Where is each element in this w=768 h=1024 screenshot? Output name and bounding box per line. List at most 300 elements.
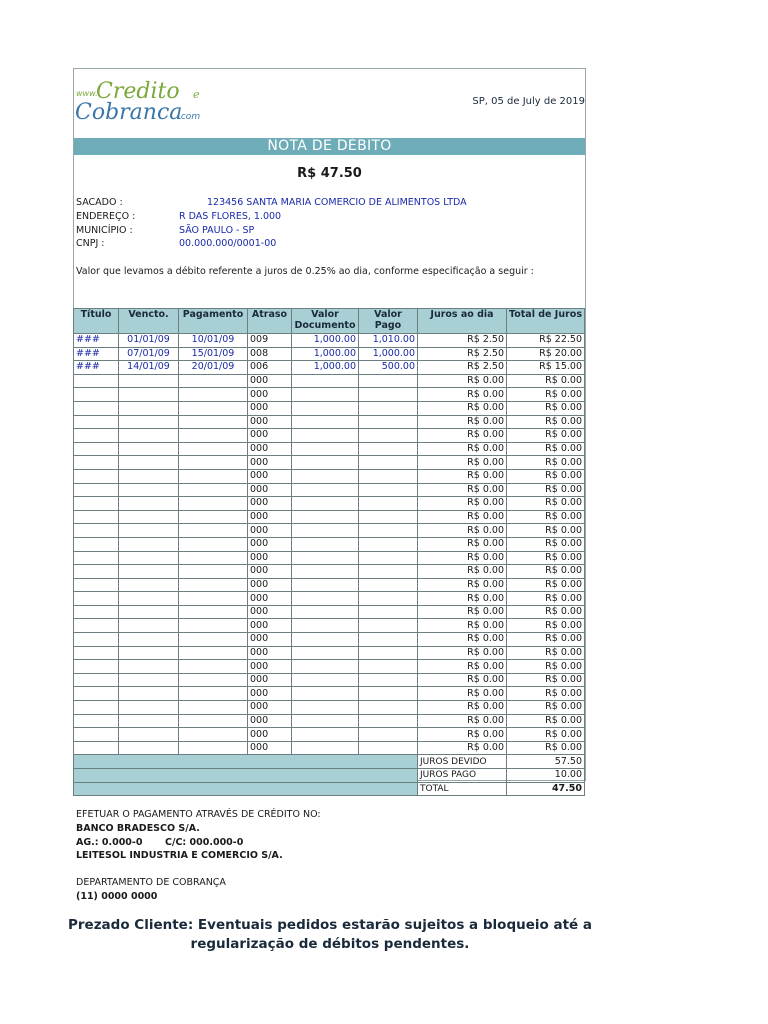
- table-row: [74, 510, 585, 524]
- cell-valor-documento: [292, 578, 359, 592]
- debit-amount: R$ 47.50: [297, 166, 362, 181]
- sacado-label: SACADO :: [76, 197, 123, 208]
- cell-valor-pago: [359, 687, 418, 701]
- cell-vencto: 07/01/09: [119, 347, 179, 361]
- cell-total-juros: R$ 0.00: [507, 741, 585, 755]
- cell-total-juros: R$ 0.00: [507, 415, 585, 429]
- cell-titulo: [74, 701, 119, 715]
- footer-value: 10.00: [507, 769, 585, 783]
- cell-pagamento: [179, 619, 248, 633]
- cell-valor-pago: [359, 456, 418, 470]
- cell-valor-documento: [292, 673, 359, 687]
- cell-total-juros: R$ 0.00: [507, 646, 585, 660]
- cell-atraso: 000: [248, 660, 292, 674]
- cell-valor-pago: [359, 401, 418, 415]
- cell-vencto: [119, 673, 179, 687]
- col-header-total-de-juros: Total de Juros: [507, 309, 585, 334]
- cell-vencto: 14/01/09: [119, 361, 179, 375]
- cell-titulo: [74, 374, 119, 388]
- table-row: [74, 429, 585, 443]
- cell-vencto: [119, 469, 179, 483]
- cell-atraso: 000: [248, 524, 292, 538]
- cell-valor-pago: [359, 578, 418, 592]
- cell-valor-documento: [292, 660, 359, 674]
- cell-vencto: [119, 578, 179, 592]
- cell-valor-pago: [359, 646, 418, 660]
- cell-total-juros: R$ 0.00: [507, 537, 585, 551]
- cell-valor-pago: [359, 619, 418, 633]
- table-footer-row: [74, 782, 585, 796]
- cell-atraso: 006: [248, 361, 292, 375]
- cnpj-label: CNPJ :: [76, 238, 105, 249]
- footer-value: 47.50: [507, 782, 585, 796]
- cell-atraso: 000: [248, 483, 292, 497]
- cell-juros-ao-dia: R$ 0.00: [418, 469, 507, 483]
- endereco-label: ENDEREÇO :: [76, 211, 136, 222]
- cell-vencto: [119, 551, 179, 565]
- cell-total-juros: R$ 22.50: [507, 334, 585, 348]
- cell-atraso: 000: [248, 714, 292, 728]
- cell-titulo: [74, 429, 119, 443]
- cell-total-juros: R$ 0.00: [507, 687, 585, 701]
- cell-valor-documento: [292, 741, 359, 755]
- cell-titulo: ###: [74, 361, 119, 375]
- cell-pagamento: 15/01/09: [179, 347, 248, 361]
- credito-cobranca-logo: [75, 76, 210, 126]
- cell-total-juros: R$ 0.00: [507, 605, 585, 619]
- table-footer-row: [74, 755, 585, 769]
- table-row: [74, 388, 585, 402]
- cell-total-juros: R$ 0.00: [507, 388, 585, 402]
- cell-juros-ao-dia: R$ 0.00: [418, 497, 507, 511]
- cell-juros-ao-dia: R$ 0.00: [418, 646, 507, 660]
- cell-pagamento: [179, 741, 248, 755]
- table-row: [74, 619, 585, 633]
- cell-valor-documento: [292, 456, 359, 470]
- cell-atraso: 000: [248, 510, 292, 524]
- cell-titulo: [74, 619, 119, 633]
- cell-valor-pago: [359, 660, 418, 674]
- cell-valor-documento: 1,000.00: [292, 361, 359, 375]
- payment-instruction: EFETUAR O PAGAMENTO ATRAVÉS DE CRÉDITO NO:: [76, 809, 321, 820]
- cell-atraso: 008: [248, 347, 292, 361]
- cell-titulo: [74, 633, 119, 647]
- cell-total-juros: R$ 0.00: [507, 429, 585, 443]
- cell-vencto: [119, 728, 179, 742]
- cell-titulo: [74, 497, 119, 511]
- cell-titulo: [74, 456, 119, 470]
- table-row: [74, 578, 585, 592]
- cell-valor-documento: [292, 592, 359, 606]
- cell-total-juros: R$ 0.00: [507, 578, 585, 592]
- cell-atraso: 000: [248, 456, 292, 470]
- table-row: [74, 714, 585, 728]
- cell-atraso: 000: [248, 469, 292, 483]
- cell-valor-pago: 500.00: [359, 361, 418, 375]
- cell-atraso: 000: [248, 497, 292, 511]
- cell-pagamento: [179, 510, 248, 524]
- cell-atraso: 000: [248, 592, 292, 606]
- footer-filler: [74, 769, 418, 783]
- footer-label: JUROS DEVIDO: [418, 755, 507, 769]
- cell-pagamento: [179, 401, 248, 415]
- cell-valor-pago: [359, 714, 418, 728]
- cell-valor-documento: [292, 388, 359, 402]
- cell-total-juros: R$ 0.00: [507, 714, 585, 728]
- cell-vencto: [119, 429, 179, 443]
- cell-total-juros: R$ 0.00: [507, 497, 585, 511]
- cell-valor-documento: [292, 714, 359, 728]
- cell-vencto: [119, 592, 179, 606]
- cell-vencto: [119, 524, 179, 538]
- cell-juros-ao-dia: R$ 0.00: [418, 456, 507, 470]
- table-row: [74, 633, 585, 647]
- cell-valor-documento: [292, 483, 359, 497]
- cell-pagamento: [179, 701, 248, 715]
- cell-vencto: 01/01/09: [119, 334, 179, 348]
- cell-pagamento: [179, 524, 248, 538]
- cell-valor-pago: [359, 592, 418, 606]
- bank-agency: AG.: 0.000-0: [76, 837, 143, 848]
- cell-juros-ao-dia: R$ 2.50: [418, 361, 507, 375]
- cell-juros-ao-dia: R$ 0.00: [418, 619, 507, 633]
- cell-titulo: [74, 551, 119, 565]
- cell-pagamento: [179, 442, 248, 456]
- cell-valor-documento: [292, 646, 359, 660]
- cnpj-value: 00.000.000/0001-00: [179, 238, 277, 249]
- cell-juros-ao-dia: R$ 0.00: [418, 415, 507, 429]
- cell-titulo: [74, 605, 119, 619]
- cell-juros-ao-dia: R$ 0.00: [418, 483, 507, 497]
- cell-valor-pago: [359, 469, 418, 483]
- cell-pagamento: [179, 388, 248, 402]
- cell-juros-ao-dia: R$ 0.00: [418, 510, 507, 524]
- cell-juros-ao-dia: R$ 0.00: [418, 401, 507, 415]
- table-row: [74, 442, 585, 456]
- col-header-valor-documento: Valor Documento: [292, 309, 359, 334]
- table-row: [74, 497, 585, 511]
- cell-juros-ao-dia: R$ 0.00: [418, 592, 507, 606]
- cell-valor-documento: [292, 415, 359, 429]
- cell-total-juros: R$ 0.00: [507, 565, 585, 579]
- cell-juros-ao-dia: R$ 0.00: [418, 388, 507, 402]
- cell-valor-documento: 1,000.00: [292, 347, 359, 361]
- cell-valor-pago: [359, 565, 418, 579]
- table-row: [74, 687, 585, 701]
- document-date: SP, 05 de July de 2019: [472, 96, 585, 107]
- cell-atraso: 000: [248, 605, 292, 619]
- footer-label: JUROS PAGO: [418, 769, 507, 783]
- table-footer-row: [74, 769, 585, 783]
- municipio-label: MUNICÍPIO :: [76, 225, 133, 236]
- cell-juros-ao-dia: R$ 0.00: [418, 374, 507, 388]
- cell-valor-pago: [359, 388, 418, 402]
- cell-valor-documento: [292, 442, 359, 456]
- cell-valor-pago: [359, 633, 418, 647]
- debit-description: Valor que levamos a débito referente a juros de 0.25% ao dia, conforme especificação a seguir :: [76, 266, 534, 277]
- cell-vencto: [119, 415, 179, 429]
- cell-pagamento: [179, 537, 248, 551]
- cell-juros-ao-dia: R$ 0.00: [418, 524, 507, 538]
- cell-juros-ao-dia: R$ 0.00: [418, 578, 507, 592]
- table-row: [74, 660, 585, 674]
- cell-vencto: [119, 687, 179, 701]
- cell-atraso: 000: [248, 415, 292, 429]
- cell-pagamento: [179, 714, 248, 728]
- cell-juros-ao-dia: R$ 0.00: [418, 551, 507, 565]
- cell-valor-documento: [292, 374, 359, 388]
- table-row: [74, 483, 585, 497]
- table-row: [74, 524, 585, 538]
- cell-valor-documento: [292, 687, 359, 701]
- interest-table: [73, 308, 585, 796]
- cell-valor-documento: [292, 497, 359, 511]
- cell-atraso: 000: [248, 687, 292, 701]
- cell-total-juros: R$ 0.00: [507, 673, 585, 687]
- cell-pagamento: 20/01/09: [179, 361, 248, 375]
- cell-vencto: [119, 660, 179, 674]
- cell-juros-ao-dia: R$ 0.00: [418, 687, 507, 701]
- cell-total-juros: R$ 0.00: [507, 592, 585, 606]
- cell-total-juros: R$ 0.00: [507, 701, 585, 715]
- footer-value: 57.50: [507, 755, 585, 769]
- cell-atraso: 000: [248, 551, 292, 565]
- footer-label: TOTAL: [418, 782, 507, 796]
- document-title: NOTA DE DÉBITO: [74, 138, 585, 155]
- table-row: [74, 334, 585, 348]
- cell-valor-documento: [292, 565, 359, 579]
- cell-atraso: 000: [248, 442, 292, 456]
- cell-titulo: [74, 388, 119, 402]
- cell-juros-ao-dia: R$ 0.00: [418, 714, 507, 728]
- sacado-value: 123456 SANTA MARIA COMERCIO DE ALIMENTOS LTDA: [207, 197, 467, 208]
- cell-valor-documento: [292, 429, 359, 443]
- cell-vencto: [119, 510, 179, 524]
- cell-valor-documento: [292, 401, 359, 415]
- footer-filler: [74, 782, 418, 796]
- cell-pagamento: [179, 728, 248, 742]
- cell-valor-documento: [292, 537, 359, 551]
- table-row: [74, 728, 585, 742]
- cell-vencto: [119, 401, 179, 415]
- cell-valor-pago: [359, 537, 418, 551]
- table-row: [74, 469, 585, 483]
- cell-juros-ao-dia: R$ 0.00: [418, 537, 507, 551]
- col-header-vencto: Vencto.: [119, 309, 179, 334]
- cell-valor-pago: [359, 605, 418, 619]
- table-row: [74, 741, 585, 755]
- cell-valor-documento: [292, 605, 359, 619]
- cell-valor-pago: 1,000.00: [359, 347, 418, 361]
- cell-valor-documento: 1,000.00: [292, 334, 359, 348]
- cell-pagamento: [179, 578, 248, 592]
- cell-valor-documento: [292, 524, 359, 538]
- svg-text:e: e: [193, 88, 200, 101]
- cell-pagamento: [179, 592, 248, 606]
- cell-titulo: [74, 592, 119, 606]
- cell-vencto: [119, 374, 179, 388]
- footer-filler: [74, 755, 418, 769]
- cell-titulo: [74, 537, 119, 551]
- cell-juros-ao-dia: R$ 0.00: [418, 605, 507, 619]
- table-row: [74, 592, 585, 606]
- cell-juros-ao-dia: R$ 0.00: [418, 673, 507, 687]
- col-header-juros-ao-dia: Juros ao dia: [418, 309, 507, 334]
- cell-titulo: [74, 741, 119, 755]
- cell-juros-ao-dia: R$ 0.00: [418, 429, 507, 443]
- cell-juros-ao-dia: R$ 0.00: [418, 633, 507, 647]
- table-row: [74, 415, 585, 429]
- cell-valor-pago: [359, 429, 418, 443]
- municipio-value: SÃO PAULO - SP: [179, 225, 255, 236]
- table-row: [74, 361, 585, 375]
- cell-valor-pago: [359, 551, 418, 565]
- cell-vencto: [119, 701, 179, 715]
- col-header-valor-pago: Valor Pago: [359, 309, 418, 334]
- cell-titulo: ###: [74, 347, 119, 361]
- cell-titulo: [74, 660, 119, 674]
- cell-atraso: 000: [248, 565, 292, 579]
- svg-text:Cobranca: Cobranca: [75, 100, 183, 125]
- cell-pagamento: [179, 374, 248, 388]
- cell-titulo: [74, 728, 119, 742]
- cell-pagamento: [179, 633, 248, 647]
- cell-pagamento: [179, 469, 248, 483]
- cell-valor-documento: [292, 728, 359, 742]
- cell-juros-ao-dia: R$ 0.00: [418, 442, 507, 456]
- table-row: [74, 347, 585, 361]
- bank-name: BANCO BRADESCO S/A.: [76, 823, 200, 834]
- client-notice: [60, 916, 600, 954]
- cell-juros-ao-dia: R$ 0.00: [418, 741, 507, 755]
- cell-atraso: 000: [248, 619, 292, 633]
- table-row: [74, 565, 585, 579]
- cell-valor-documento: [292, 551, 359, 565]
- cell-vencto: [119, 619, 179, 633]
- cell-total-juros: R$ 20.00: [507, 347, 585, 361]
- svg-text:www.: www.: [76, 89, 98, 98]
- cell-total-juros: R$ 0.00: [507, 619, 585, 633]
- cell-juros-ao-dia: R$ 2.50: [418, 347, 507, 361]
- cell-atraso: 000: [248, 673, 292, 687]
- table-row: [74, 701, 585, 715]
- table-row: [74, 401, 585, 415]
- cell-vencto: [119, 633, 179, 647]
- table-row: [74, 374, 585, 388]
- cell-valor-pago: [359, 442, 418, 456]
- cell-total-juros: R$ 0.00: [507, 456, 585, 470]
- table-row: [74, 551, 585, 565]
- cell-pagamento: [179, 429, 248, 443]
- cell-titulo: [74, 415, 119, 429]
- cell-total-juros: R$ 0.00: [507, 728, 585, 742]
- cell-titulo: [74, 687, 119, 701]
- table-row: [74, 673, 585, 687]
- cell-valor-pago: [359, 497, 418, 511]
- cell-valor-pago: 1,010.00: [359, 334, 418, 348]
- cell-vencto: [119, 442, 179, 456]
- cell-vencto: [119, 565, 179, 579]
- cell-atraso: 000: [248, 633, 292, 647]
- cell-total-juros: R$ 15.00: [507, 361, 585, 375]
- cell-pagamento: [179, 687, 248, 701]
- cell-titulo: [74, 673, 119, 687]
- cell-vencto: [119, 388, 179, 402]
- cell-valor-pago: [359, 483, 418, 497]
- department-phone: (11) 0000 0000: [76, 891, 158, 902]
- cell-juros-ao-dia: R$ 0.00: [418, 728, 507, 742]
- cell-juros-ao-dia: R$ 0.00: [418, 701, 507, 715]
- cell-pagamento: 10/01/09: [179, 334, 248, 348]
- cell-titulo: [74, 578, 119, 592]
- company-name: LEITESOL INDUSTRIA E COMERCIO S/A.: [76, 850, 283, 861]
- col-header-titulo: Título: [74, 309, 119, 334]
- bank-account: C/C: 000.000-0: [165, 837, 244, 848]
- cell-pagamento: [179, 497, 248, 511]
- table-row: [74, 456, 585, 470]
- cell-vencto: [119, 646, 179, 660]
- cell-titulo: [74, 646, 119, 660]
- cell-vencto: [119, 714, 179, 728]
- cell-titulo: [74, 483, 119, 497]
- cell-valor-documento: [292, 510, 359, 524]
- cell-atraso: 000: [248, 401, 292, 415]
- cell-valor-pago: [359, 415, 418, 429]
- cell-vencto: [119, 497, 179, 511]
- cell-juros-ao-dia: R$ 0.00: [418, 660, 507, 674]
- cell-total-juros: R$ 0.00: [507, 374, 585, 388]
- cell-atraso: 000: [248, 646, 292, 660]
- cell-atraso: 009: [248, 334, 292, 348]
- cell-titulo: [74, 565, 119, 579]
- cell-valor-pago: [359, 701, 418, 715]
- notice-line-1: Prezado Cliente: Eventuais pedidos estarão sujeitos a bloqueio até a: [67, 917, 592, 933]
- cell-total-juros: R$ 0.00: [507, 401, 585, 415]
- cell-total-juros: R$ 0.00: [507, 442, 585, 456]
- cell-titulo: [74, 442, 119, 456]
- cell-atraso: 000: [248, 578, 292, 592]
- cell-titulo: [74, 510, 119, 524]
- cell-total-juros: R$ 0.00: [507, 551, 585, 565]
- cell-pagamento: [179, 456, 248, 470]
- table-row: [74, 605, 585, 619]
- cell-valor-pago: [359, 741, 418, 755]
- cell-valor-pago: [359, 510, 418, 524]
- cell-total-juros: R$ 0.00: [507, 633, 585, 647]
- cell-atraso: 000: [248, 728, 292, 742]
- cell-valor-documento: [292, 701, 359, 715]
- cell-vencto: [119, 456, 179, 470]
- cell-pagamento: [179, 660, 248, 674]
- cell-titulo: [74, 524, 119, 538]
- cell-valor-pago: [359, 524, 418, 538]
- cell-titulo: [74, 401, 119, 415]
- cell-atraso: 000: [248, 741, 292, 755]
- cell-titulo: ###: [74, 334, 119, 348]
- cell-vencto: [119, 741, 179, 755]
- cell-vencto: [119, 605, 179, 619]
- cell-total-juros: R$ 0.00: [507, 483, 585, 497]
- cell-valor-pago: [359, 673, 418, 687]
- cell-atraso: 000: [248, 537, 292, 551]
- cell-pagamento: [179, 673, 248, 687]
- cell-valor-documento: [292, 469, 359, 483]
- cell-pagamento: [179, 565, 248, 579]
- cell-total-juros: R$ 0.00: [507, 510, 585, 524]
- table-row: [74, 646, 585, 660]
- cell-juros-ao-dia: R$ 0.00: [418, 565, 507, 579]
- cell-pagamento: [179, 646, 248, 660]
